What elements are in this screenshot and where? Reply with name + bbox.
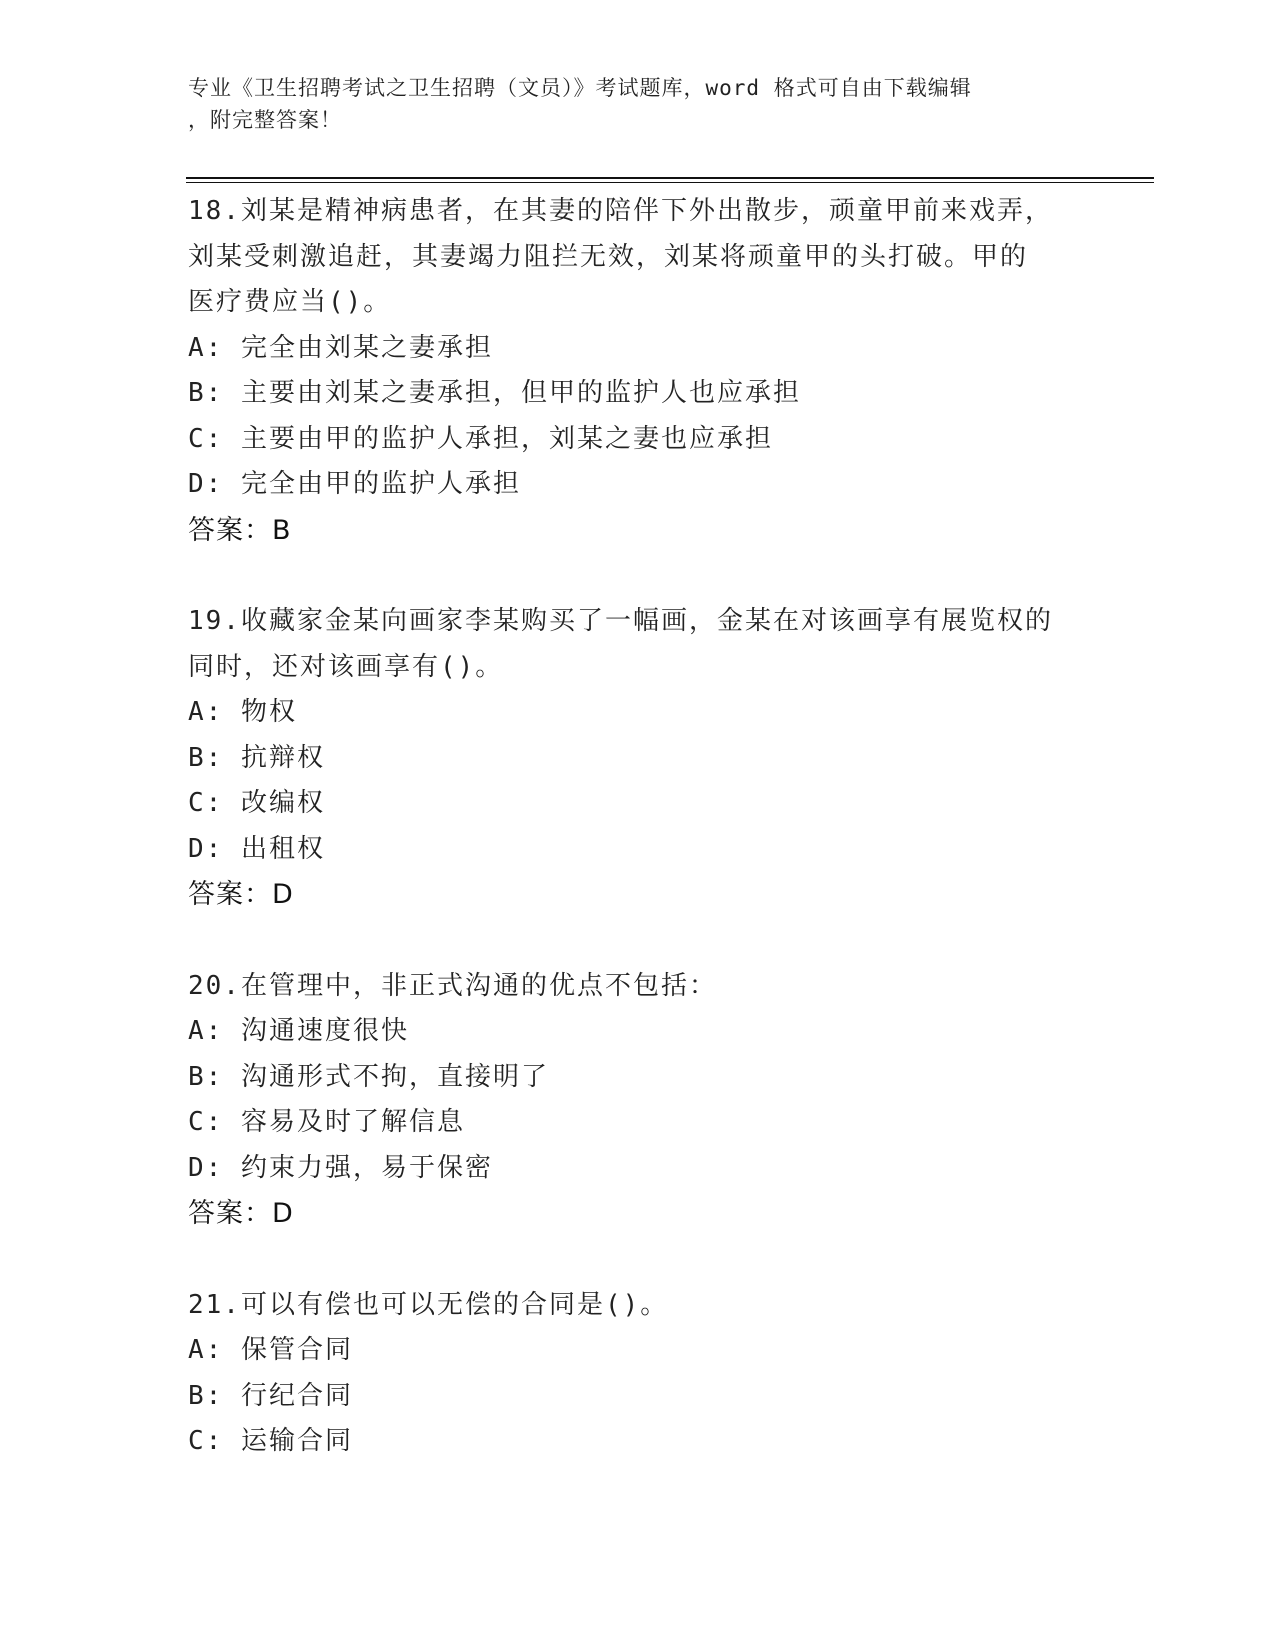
option-d: D: 完全由甲的监护人承担 bbox=[188, 469, 521, 499]
answer-label: 答案：D bbox=[188, 1198, 294, 1229]
page-header bbox=[188, 72, 1068, 136]
option-c: C: 主要由甲的监护人承担，刘某之妻也应承担 bbox=[188, 423, 773, 454]
option-b: B: 沟通形式不拘，直接明了 bbox=[188, 1061, 549, 1092]
question-18 bbox=[188, 189, 1088, 553]
option-d: D: 出租权 bbox=[188, 833, 325, 864]
question-text-line: 18.刘某是精神病患者，在其妻的陪伴下外出散步，顽童甲前来戏弄， bbox=[188, 196, 1053, 226]
option-c: C: 运输合同 bbox=[188, 1426, 353, 1456]
header-rule-thin bbox=[186, 182, 1154, 183]
question-list bbox=[188, 189, 1088, 1511]
answer-label: 答案：B bbox=[188, 514, 292, 546]
question-20 bbox=[188, 964, 1088, 1237]
question-text-line: 19.收藏家金某向画家李某购买了一幅画，金某在对该画享有展览权的 bbox=[188, 606, 1053, 636]
answer-label: 答案：D bbox=[188, 879, 294, 910]
question-text-line: 20.在管理中，非正式沟通的优点不包括： bbox=[188, 970, 717, 1001]
question-text-line: 医疗费应当()。 bbox=[188, 287, 392, 317]
question-text-line: 同时，还对该画享有()。 bbox=[188, 651, 504, 682]
option-c: C: 容易及时了解信息 bbox=[188, 1107, 465, 1137]
question-text-line: 21.可以有偿也可以无偿的合同是()。 bbox=[188, 1289, 669, 1320]
option-d: D: 约束力强，易于保密 bbox=[188, 1152, 493, 1183]
question-19 bbox=[188, 599, 1088, 918]
header-line-1: 专业《卫生招聘考试之卫生招聘（文员）》考试题库，word 格式可自由下载编辑 bbox=[188, 76, 972, 100]
option-b: B: 抗辩权 bbox=[188, 742, 325, 773]
option-a: A: 保管合同 bbox=[188, 1335, 353, 1365]
option-c: C: 改编权 bbox=[188, 788, 325, 818]
option-a: A: 完全由刘某之妻承担 bbox=[188, 332, 493, 363]
header-line-2: ，附完整答案！ bbox=[188, 108, 342, 132]
option-a: A: 物权 bbox=[188, 697, 297, 727]
question-21 bbox=[188, 1283, 1088, 1465]
option-a: A: 沟通速度很快 bbox=[188, 1016, 409, 1046]
option-b: B: 行纪合同 bbox=[188, 1380, 353, 1411]
question-text-line: 刘某受刺激追赶，其妻竭力阻拦无效，刘某将顽童甲的头打破。甲的 bbox=[188, 241, 1029, 272]
header-rule-thick bbox=[186, 177, 1154, 179]
option-b: B: 主要由刘某之妻承担，但甲的监护人也应承担 bbox=[188, 378, 801, 408]
